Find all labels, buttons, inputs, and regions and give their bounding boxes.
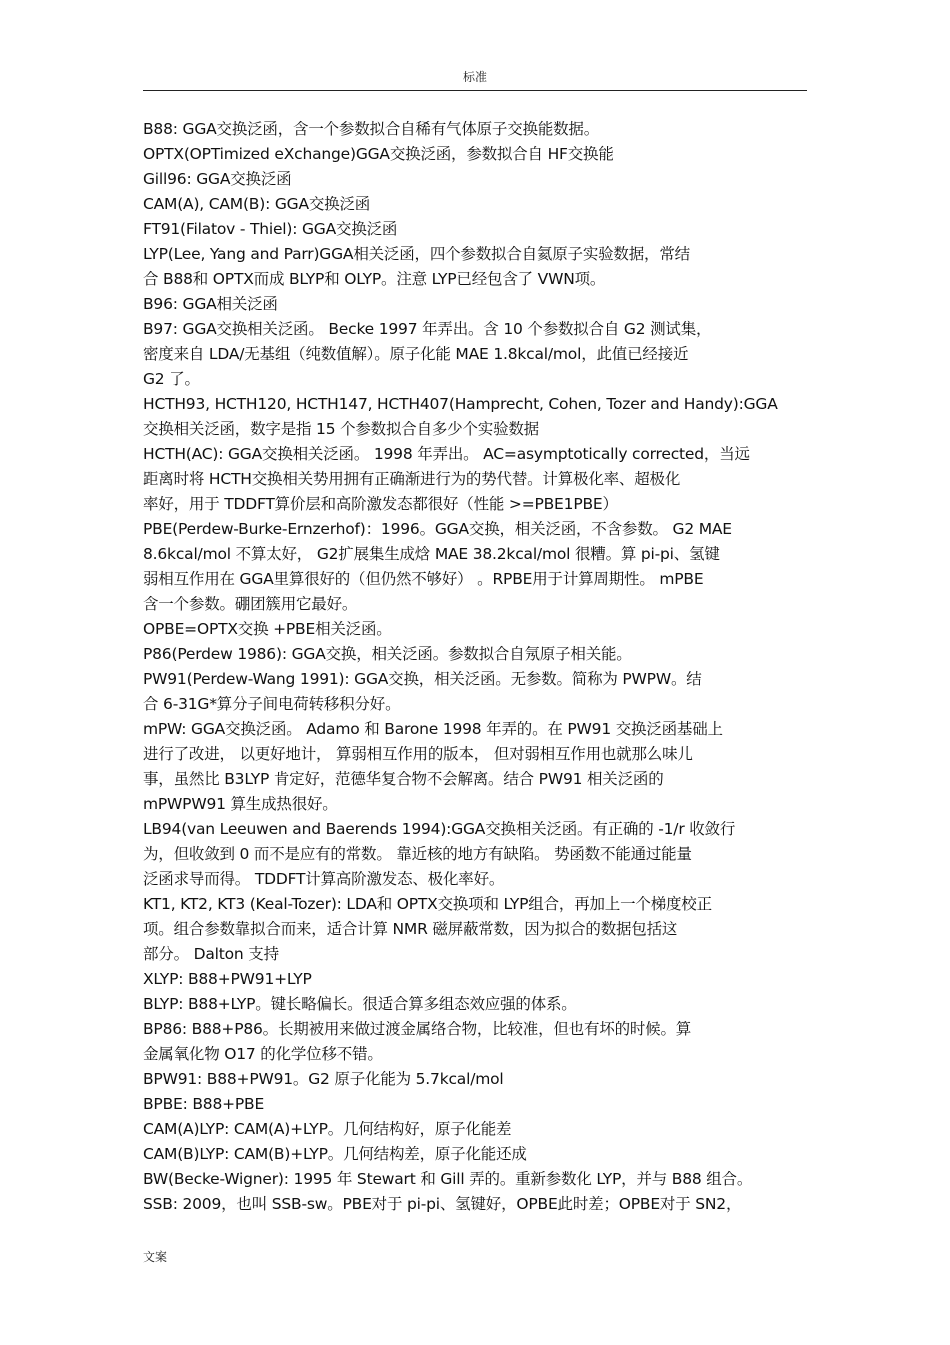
text-line: mPWPW91 算生成热很好。 [143, 795, 338, 813]
text-line: BPW91: B88+PW91。G2 原子化能为 5.7kcal/mol [143, 1070, 504, 1088]
text-line: 项。组合参数靠拟合而来，适合计算 NMR 磁屏蔽常数，因为拟合的数据包括这 [143, 920, 678, 938]
text-line: 率好，用于 TDDFT算价层和高阶激发态都很好（性能 >=PBE1PBE） [143, 495, 618, 513]
page-header: 标准 [462, 70, 487, 84]
text-line: BLYP: B88+LYP。键长略偏长。很适合算多组态效应强的体系。 [143, 995, 577, 1013]
text-line: B96: GGA相关泛函 [143, 295, 278, 313]
text-line: 泛函求导而得。 TDDFT计算高阶激发态、极化率好。 [143, 870, 505, 888]
text-line: G2 了。 [143, 370, 200, 388]
text-line: 含一个参数。硼团簇用它最好。 [143, 595, 358, 613]
text-line: 弱相互作用在 GGA里算很好的（但仍然不够好） 。RPBE用于计算周期性。 mPBE [143, 570, 704, 588]
text-line: LB94(van Leeuwen and Baerends 1994):GGA交换相关泛函。有正确的 -1/r 收敛行 [143, 820, 736, 838]
text-line: 交换相关泛函，数字是指 15 个参数拟合自多少个实验数据 [143, 420, 539, 438]
text-line: OPTX(OPTimized eXchange)GGA交换泛函，参数拟合自 HF交换能 [143, 145, 614, 163]
text-line: 金属氧化物 O17 的化学位移不错。 [143, 1045, 383, 1063]
text-line: HCTH93, HCTH120, HCTH147, HCTH407(Hamprecht, Cohen, Tozer and Handy):GGA [143, 395, 778, 413]
text-line: 为，但收敛到 0 而不是应有的常数。 靠近核的地方有缺陷。 势函数不能通过能量 [143, 845, 692, 863]
text-line: BP86: B88+P86。长期被用来做过渡金属络合物，比较准，但也有坏的时候。算 [143, 1020, 692, 1038]
text-line: FT91(Filatov - Thiel): GGA交换泛函 [143, 220, 398, 238]
text-line: CAM(B)LYP: CAM(B)+LYP。几何结构差，原子化能还成 [143, 1145, 527, 1163]
text-line: B88: GGA交换泛函，含一个参数拟合自稀有气体原子交换能数据。 [143, 120, 600, 138]
text-line: P86(Perdew 1986): GGA交换，相关泛函。参数拟合自氖原子相关能。 [143, 645, 632, 663]
text-line: 合 B88和 OPTX而成 BLYP和 OLYP。注意 LYP已经包含了 VWN项。 [143, 270, 606, 288]
text-line: 距离时将 HCTH交换相关势用拥有正确渐进行为的势代替。计算极化率、超极化 [143, 470, 681, 488]
text-line: PW91(Perdew-Wang 1991): GGA交换，相关泛函。无参数。简称为 PWPW。结 [143, 670, 702, 688]
text-line: LYP(Lee, Yang and Parr)GGA相关泛函，四个参数拟合自氦原子实验数据，常结 [143, 245, 690, 263]
text-line: KT1, KT2, KT3 (Keal-Tozer): LDA和 OPTX交换项和 LYP组合，再加上一个梯度校正 [143, 895, 712, 913]
text-line: CAM(A), CAM(B): GGA交换泛函 [143, 195, 371, 213]
document-body [143, 117, 818, 1217]
text-line: 合 6-31G*算分子间电荷转移积分好。 [143, 695, 401, 713]
text-line: Gill96: GGA交换泛函 [143, 170, 292, 188]
text-line: 事，虽然比 B3LYP 肯定好，范德华复合物不会解离。结合 PW91 相关泛函的 [143, 770, 664, 788]
text-line: 部分。 Dalton 支持 [143, 945, 279, 963]
text-line: B97: GGA交换相关泛函。 Becke 1997 年弄出。含 10 个参数拟合自 G2 测试集， [143, 320, 712, 338]
header-rule [143, 90, 807, 91]
text-line: HCTH(AC): GGA交换相关泛函。 1998 年弄出。 AC=asymptotically corrected，当远 [143, 445, 750, 463]
page-footer: 文案 [143, 1250, 168, 1264]
text-line: BW(Becke-Wigner): 1995 年 Stewart 和 Gill 弄的。重新参数化 LYP，并与 B88 组合。 [143, 1170, 753, 1188]
text-line: CAM(A)LYP: CAM(A)+LYP。几何结构好，原子化能差 [143, 1120, 512, 1138]
text-line: 8.6kcal/mol 不算太好， G2扩展集生成焓 MAE 38.2kcal/mol 很糟。算 pi-pi、氢键 [143, 545, 720, 563]
text-line: XLYP: B88+PW91+LYP [143, 970, 312, 988]
text-line: 密度来自 LDA/无基组（纯数值解）。原子化能 MAE 1.8kcal/mol，此值已经接近 [143, 345, 689, 363]
text-line: OPBE=OPTX交换 +PBE相关泛函。 [143, 620, 392, 638]
text-line: SSB: 2009，也叫 SSB-sw。PBE对于 pi-pi、氢键好，OPBE此时差；OPBE对于 SN2， [143, 1195, 742, 1213]
text-line: BPBE: B88+PBE [143, 1095, 265, 1113]
text-line: mPW: GGA交换泛函。 Adamo 和 Barone 1998 年弄的。在 PW91 交换泛函基础上 [143, 720, 723, 738]
text-line: 进行了改进， 以更好地计， 算弱相互作用的版本， 但对弱相互作用也就那么味儿 [143, 745, 693, 763]
text-line: PBE(Perdew-Burke-Ernzerhof)：1996。GGA交换，相关泛函，不含参数。 G2 MAE [143, 520, 732, 538]
